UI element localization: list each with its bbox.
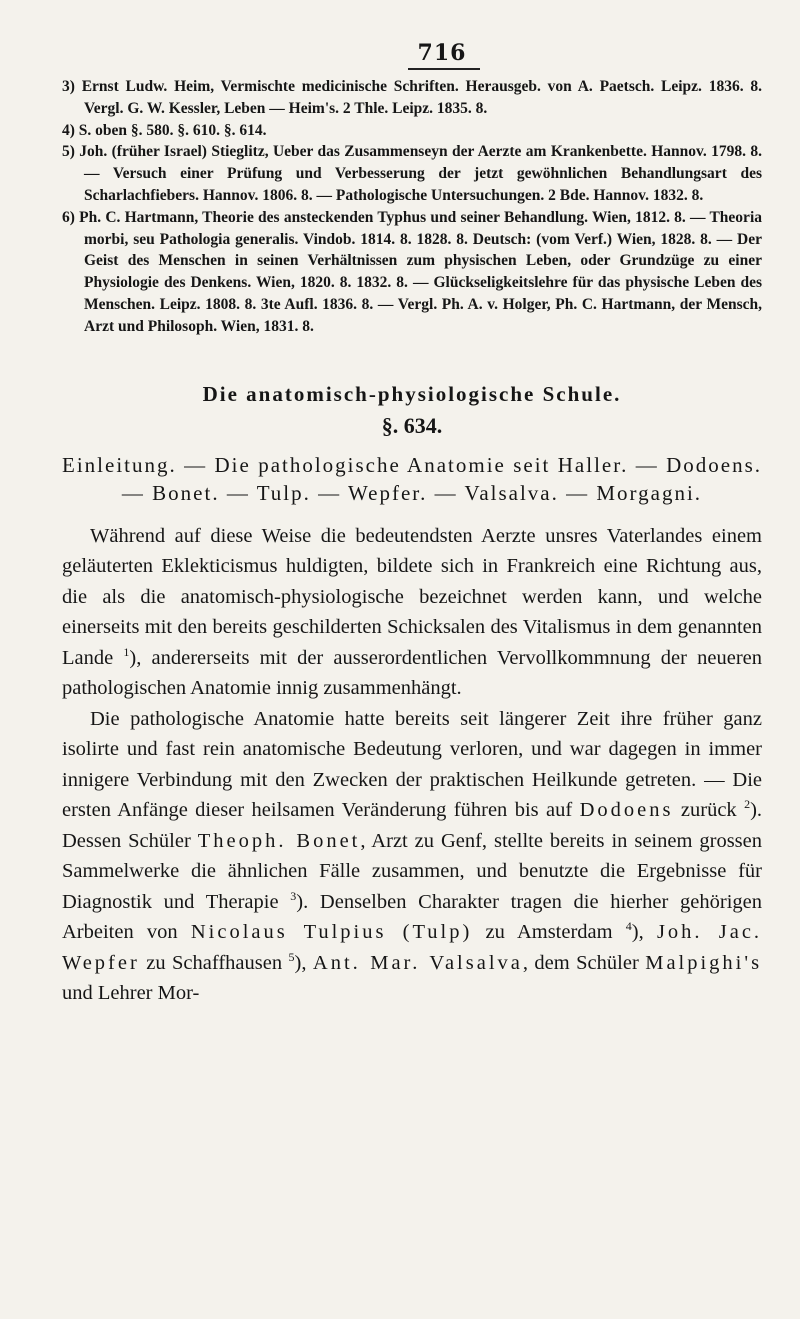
section-title: Die anatomisch-physiologische Schule.: [202, 381, 622, 406]
p2-text-b: zurück: [680, 799, 737, 822]
name-bonet: Theoph. Bonet: [197, 829, 361, 852]
p2-text-h: zu Schaffhausen: [146, 951, 283, 974]
paragraph-1-text: Während auf diese Weise die bedeutendsten Aerzte unsres Vaterlandes einem geläuterten Eklekticismus huldigten, bildete sich in Frankreich eine Richtung aus, die als die anatomisch-physiologische bezeichnet werden kann, und welche einerseits mit den bereits geschilderten Schicksalen des Vitalismus in dem genannten Lande: [62, 524, 762, 669]
p2-text-e: ). Denselben Charakter tragen die hierher gehörigen Arbeiten von: [62, 890, 763, 944]
name-dodoens: Dodoens: [579, 799, 674, 822]
p2-text-j: , dem Schüler: [522, 951, 639, 974]
footnote-4: 4) S. oben §. 580. §. 610. §. 614.: [62, 121, 267, 139]
section-heading: Einleitung. — Die pathologische Anatomie seit Haller. — Dodoens. — Bonet. — Tulp. — Wepfer. — Valsalva. — Morgagni.: [62, 452, 762, 505]
name-tulpius: Nicolaus Tulpius (Tulp): [190, 921, 473, 944]
footnote-ref-2: 2: [744, 797, 751, 812]
name-valsalva: Ant. Mar. Valsalva: [312, 951, 523, 974]
paragraph-1-tail: ), andererseits mit der ausserordentlichen Vervollkommnung der neueren pathologischen Anatomie innig zusammenhängt.: [62, 646, 763, 700]
p2-text-k: und Lehrer Mor-: [62, 982, 200, 1005]
page-number-rule: [408, 68, 480, 70]
footnote-ref-1: 1: [123, 644, 130, 659]
page-number: 716: [417, 40, 467, 66]
footnote-6: 6) Ph. C. Hartmann, Theorie des ansteckenden Typhus und seiner Behandlung. Wien, 1812. 8. — Theoria morbi, seu Pathologia generalis. Vindob. 1814. 8. 1828. 8. Deutsch: (vom Verf.) Wien, 1828. 8. — Der Geist des Menschen in seinen Verhältnissen zum physischen Leben, oder Grundzüge zu einer Physiologie des Denkens. Wien, 1820. 8. 1832. 8. — Glückseligkeitslehre für das physische Leben des Menschen. Leipz. 1808. 8. 3te Aufl. 1836. 8. — Vergl. Ph. A. v. Holger, Ph. C. Hartmann, der Mensch, Arzt und Philosoph. Wien, 1831. 8.: [62, 208, 762, 335]
p2-text-i: ),: [294, 951, 307, 974]
footnotes: [62, 76, 762, 338]
p2-text-a: Die pathologische Anatomie hatte bereits seit längerer Zeit ihre früher ganz isolirte und fast rein anatomische Bedeutung verloren, und war dagegen in immer innigere Verbindung mit den Zwecken der praktischen Heilkunde getreten. — Die ersten Anfänge dieser heilsamen Veränderung führen bis auf: [62, 707, 762, 822]
footnote-5: 5) Joh. (früher Israel) Stieglitz, Ueber das Zusammenseyn der Aerzte am Krankenbette. Hannov. 1798. 8. — Versuch einer Prüfung und Verbesserung der jetzt gewöhnlichen Behandlungsart des Scharlachfiebers. Hannov. 1806. 8. — Pathologische Untersuchungen. 2 Bde. Hannov. 1832. 8.: [62, 143, 762, 204]
section-number: §. 634.: [381, 412, 443, 438]
paragraph-1: [62, 521, 762, 704]
paragraph-2: [62, 704, 762, 1009]
p2-text-g: ),: [631, 921, 644, 944]
footnote-ref-4: 4: [625, 919, 632, 934]
footnote-ref-5: 5: [288, 949, 295, 964]
p2-text-c: ). Dessen Schüler: [62, 799, 763, 852]
footnote-ref-3: 3: [290, 888, 297, 903]
name-malpighi: Malpighi's: [645, 951, 763, 974]
footnote-3: 3) Ernst Ludw. Heim, Vermischte medicinische Schriften. Herausgeb. von A. Paetsch. Leipz. 1836. 8. Vergl. G. W. Kessler, Leben — Heim's. 2 Thle. Leipz. 1835. 8.: [62, 78, 762, 117]
name-wepfer: Joh. Jac. Wepfer: [62, 921, 763, 974]
p2-text-f: zu Amsterdam: [485, 921, 613, 944]
p2-text-d: , Arzt zu Genf, stellte bereits in seinem grossen Sammelwerke die ähnlichen Fälle zusammen, und benutzte die Ergebnisse für Diagnostik und Therapie: [62, 829, 762, 913]
